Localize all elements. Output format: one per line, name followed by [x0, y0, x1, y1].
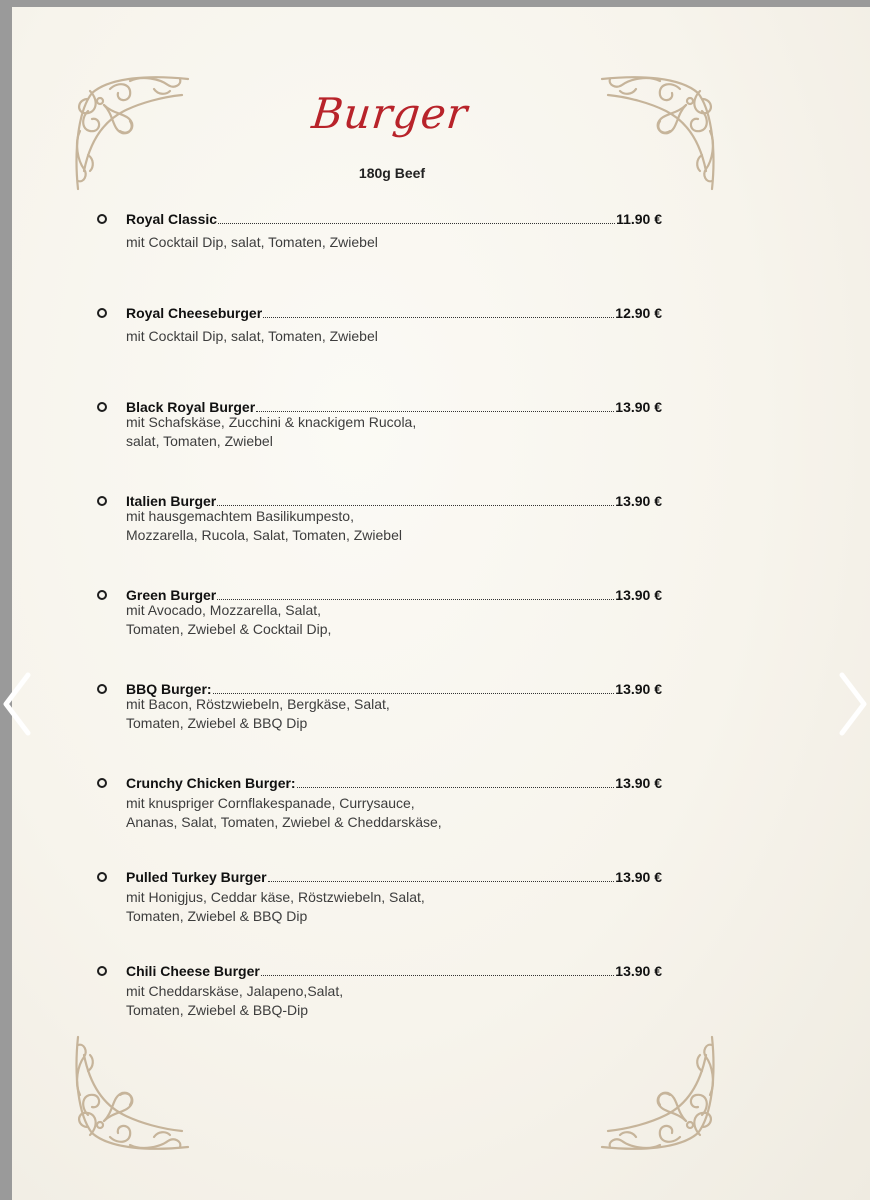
item-name: Black Royal Burger	[126, 399, 256, 415]
menu-subtitle: 180g Beef	[358, 165, 426, 181]
dot-leader	[297, 787, 615, 788]
dot-leader	[217, 505, 614, 506]
item-description: mit Honigjus, Ceddar käse, Röstzwiebeln, Salat,	[126, 889, 425, 905]
item-price: 13.90 €	[615, 399, 662, 415]
menu-list	[12, 7, 870, 1200]
item-price: 13.90 €	[615, 963, 662, 979]
item-name: Pulled Turkey Burger	[126, 869, 267, 885]
dot-leader	[217, 599, 614, 600]
item-description: mit knuspriger Cornflakespanade, Currysauce,	[126, 795, 415, 811]
bullet-icon	[97, 684, 107, 694]
item-description-line2: Mozzarella, Rucola, Salat, Tomaten, Zwiebel	[126, 527, 402, 543]
bullet-icon	[97, 590, 107, 600]
item-name: Crunchy Chicken Burger:	[126, 775, 296, 791]
item-description-line2: Ananas, Salat, Tomaten, Zwiebel & Cheddarskäse,	[126, 814, 442, 830]
item-description-line2: Tomaten, Zwiebel & Cocktail Dip,	[126, 621, 332, 637]
item-price: 13.90 €	[615, 775, 662, 791]
item-description-line2: salat, Tomaten, Zwiebel	[126, 433, 273, 449]
bullet-icon	[97, 872, 107, 882]
chevron-right-icon	[838, 671, 868, 737]
item-description: mit Cheddarskäse, Jalapeno,Salat,	[126, 983, 344, 999]
chevron-left-icon	[2, 671, 32, 737]
item-price: 13.90 €	[615, 587, 662, 603]
item-description-line2: Tomaten, Zwiebel & BBQ-Dip	[126, 1002, 309, 1018]
bullet-icon	[97, 402, 107, 412]
dot-leader	[256, 411, 614, 412]
item-price: 13.90 €	[615, 869, 662, 885]
item-price: 12.90 €	[615, 305, 662, 321]
item-description: mit Avocado, Mozzarella, Salat,	[126, 602, 322, 618]
item-description: mit Schafskäse, Zucchini & knackigem Rucola,	[126, 414, 417, 430]
dot-leader	[263, 317, 614, 318]
menu-page	[12, 7, 870, 1200]
item-description: mit Bacon, Röstzwiebeln, Bergkäse, Salat,	[126, 696, 390, 712]
next-page-button[interactable]	[836, 666, 870, 742]
item-name: Royal Cheeseburger	[126, 305, 263, 321]
bullet-icon	[97, 496, 107, 506]
item-name: Chili Cheese Burger	[126, 963, 260, 979]
item-description-line2: Tomaten, Zwiebel & BBQ Dip	[126, 715, 308, 731]
dot-leader	[218, 223, 615, 224]
item-description: mit Cocktail Dip, salat, Tomaten, Zwiebel	[126, 328, 378, 344]
item-name: Green Burger	[126, 587, 217, 603]
bullet-icon	[97, 214, 107, 224]
item-name: Italien Burger	[126, 493, 217, 509]
item-price: 13.90 €	[615, 493, 662, 509]
item-description: mit hausgemachtem Basilikumpesto,	[126, 508, 354, 524]
bullet-icon	[97, 308, 107, 318]
menu-title: Burger	[309, 89, 471, 138]
item-name: BBQ Burger:	[126, 681, 212, 697]
dot-leader	[268, 881, 615, 882]
item-description-line2: Tomaten, Zwiebel & BBQ Dip	[126, 908, 308, 924]
item-price: 13.90 €	[615, 681, 662, 697]
item-description: mit Cocktail Dip, salat, Tomaten, Zwiebel	[126, 234, 378, 250]
item-price: 11.90 €	[616, 211, 662, 227]
bullet-icon	[97, 966, 107, 976]
bullet-icon	[97, 778, 107, 788]
dot-leader	[213, 693, 615, 694]
dot-leader	[261, 975, 614, 976]
item-name: Royal Classic	[126, 211, 218, 227]
previous-page-button[interactable]	[0, 666, 34, 742]
